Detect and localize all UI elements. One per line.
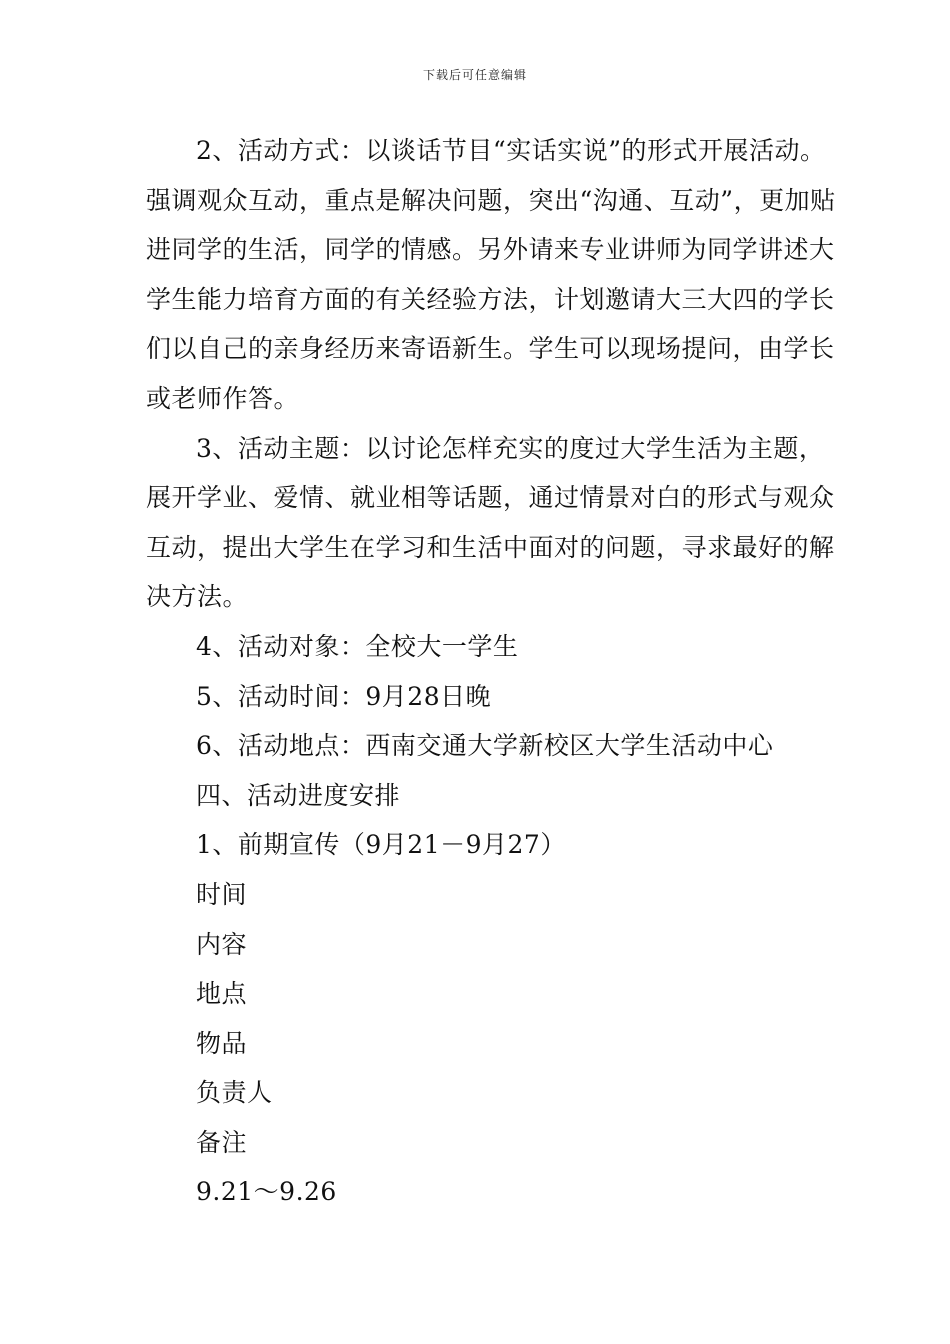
- table-header-owner: 负责人: [196, 1078, 273, 1108]
- line-activity-target: 4、活动对象：全校大一学生: [196, 631, 519, 661]
- table-cell-first-date: 9.21～9.26: [196, 1177, 337, 1207]
- table-header-content: 内容: [196, 929, 248, 959]
- table-header-remarks: 备注: [196, 1127, 248, 1157]
- table-header-items: 物品: [196, 1028, 248, 1058]
- table-header-time: 时间: [196, 879, 248, 909]
- line-activity-place: 6、活动地点：西南交通大学新校区大学生活动中心: [196, 731, 774, 761]
- header-note: 下载后可任意编辑: [422, 68, 527, 82]
- line-early-publicity: 1、前期宣传（9月21－9月27）: [196, 830, 566, 860]
- document-body: [146, 126, 836, 1217]
- paragraph-activity-method: 2、活动方式：以谈话节目“实话实说”的形式开展活动。强调观众互动，重点是解决问题，突出“沟通、互动”，更加贴进同学的生活，同学的情感。另外请来专业讲师为同学讲述大学生能力培育方面的有关经验方法，计划邀请大三大四的学长们以自己的亲身经历来寄语新生。学生可以现场提问，由学长或老师作答。: [146, 136, 836, 413]
- paragraph-activity-theme: 3、活动主题：以讨论怎样充实的度过大学生活为主题，展开学业、爱情、就业相等话题，通过情景对白的形式与观众互动，提出大学生在学习和生活中面对的问题，寻求最好的解决方法。: [146, 433, 835, 612]
- section-heading-schedule: 四、活动进度安排: [196, 780, 401, 810]
- line-activity-time: 5、活动时间：9月28日晚: [196, 681, 492, 711]
- table-header-location: 地点: [196, 979, 248, 1009]
